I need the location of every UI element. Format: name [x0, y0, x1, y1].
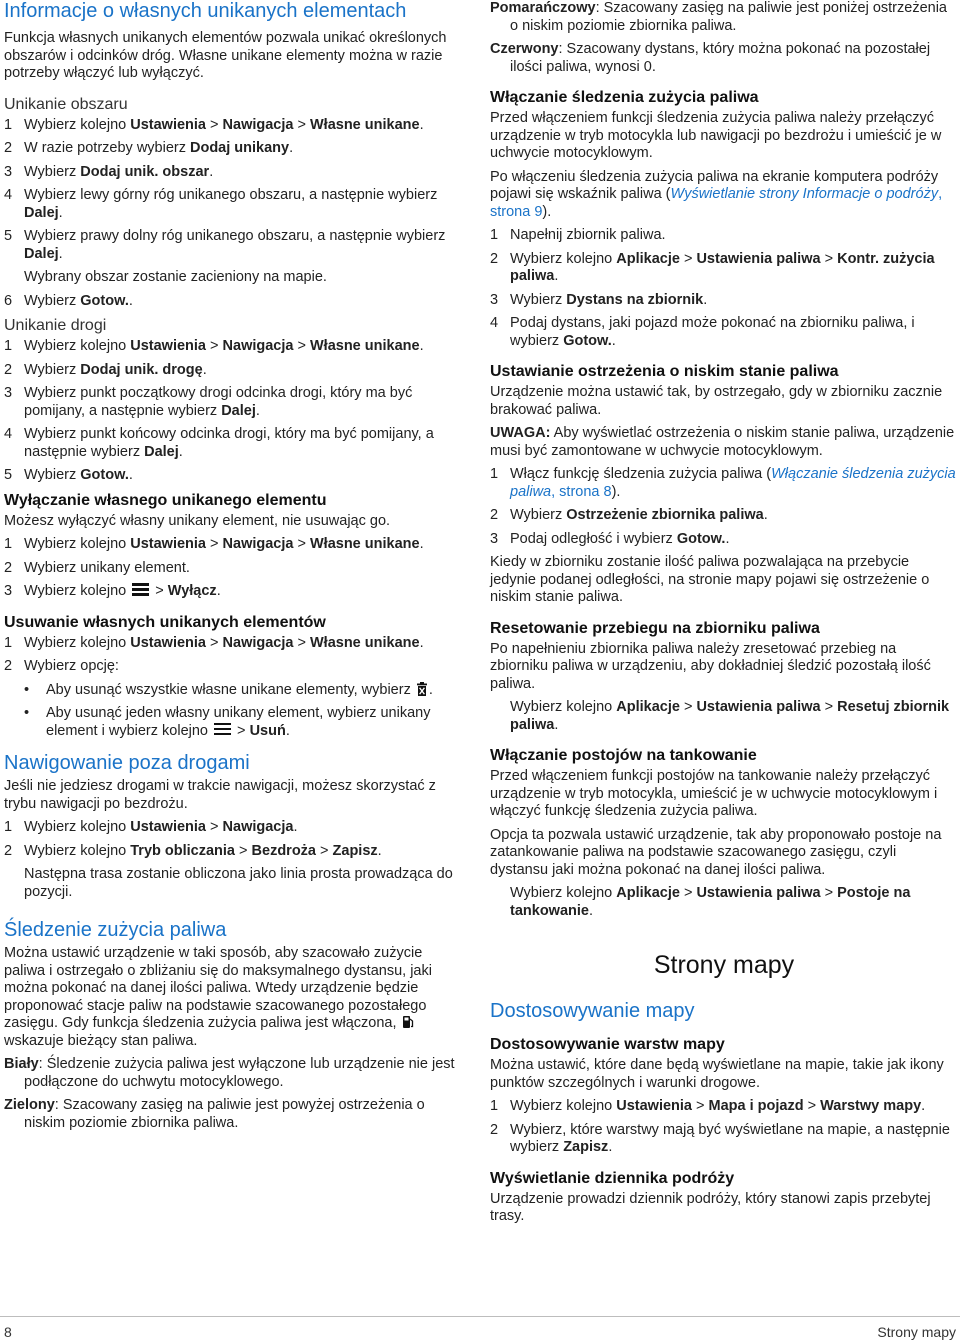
low-fuel-warning-p2: Kiedy w zbiorniku zostanie ilość paliwa pozwalająca na przebycie jedynie podanej odległości, na stronie mapy pojawi się ostrzeżenie o niskim stanie paliwa.	[490, 554, 930, 605]
avoid-road-heading: Unikanie drogi	[4, 317, 107, 334]
trip-info-link[interactable]: Wyświetlanie strony Informacje o podróży	[670, 186, 939, 202]
page-ref-link[interactable]: , strona 9	[490, 186, 943, 220]
menu-path-item: Ustawienia	[130, 116, 206, 133]
step: 6 Wybierz Gotow..	[4, 292, 133, 309]
avoidances-title: Informacje o własnych unikanych elementach	[4, 0, 407, 22]
left-column	[4, 0, 464, 1138]
step: 4 Wybierz punkt końcowy odcinka drogi, który ma być pomijany, a następnie wybierz Dalej.	[4, 426, 434, 460]
step: 1 Wybierz kolejno Ustawienia > Nawigacja > Własne unikane.	[4, 536, 424, 552]
step: 1 Wybierz kolejno Ustawienia > Mapa i pojazd > Warstwy mapy.	[490, 1098, 926, 1114]
step-note: Wybrany obszar zostanie zacieniony na mapie.	[24, 269, 327, 285]
list-item: • Aby usunąć jeden własny unikany element, wybierz unikany element i wybierz kolejno > Usuń.	[24, 705, 431, 739]
enable-fuel-heading: Włączanie śledzenia zużycia paliwa	[490, 89, 759, 106]
step: 3 Wybierz Dystans na zbiornik.	[490, 291, 708, 308]
fuel-stops-p1: Przed włączeniem funkcji postojów na tankowanie należy przełączyć urządzenie w tryb motocykla, umieścić je w uchwycie motocyklowym i włączyć funkcję śledzenia zużycia paliwa.	[490, 768, 938, 819]
fuel-status-red: Czerwony: Szacowany dystans, który można pokonać na pozostałej ilości paliwa, wynosi 0.	[490, 41, 931, 75]
enable-fuel-p2: Po włączeniu śledzenia zużycia paliwa na ekranie komputera podróży pojawi się wskaźnik paliwa (Wyświetlanie strony Informacje o podróży, strona 9).	[490, 168, 943, 220]
step: 2 Wybierz opcję:	[4, 658, 119, 674]
offroad-intro: Jeśli nie jedziesz drogami w trakcie nawigacji, możesz skorzystać z trybu nawigacji po bezdrożu.	[4, 778, 436, 812]
avoidances-intro: Funkcja własnych unikanych elementów pozwala unikać określonych obszarów i odcinków dróg. Własne unikane elementy można w razie potrzeby włączyć lub wyłączyć.	[4, 30, 447, 81]
avoid-area-heading: Unikanie obszaru	[4, 95, 128, 113]
map-layers-p1: Można ustawić, które dane będą wyświetlane na mapie, takie jak ikony punktów szczególnych i warunki drogowe.	[490, 1057, 944, 1091]
trash-icon	[416, 682, 428, 696]
step: 3 Wybierz punkt początkowy drogi odcinka drogi, który ma być pomijany, a następnie wybierz Dalej.	[4, 385, 413, 419]
step: 4 Podaj dystans, jaki pojazd może pokonać na zbiorniku paliwa, i wybierz Gotow..	[490, 315, 915, 349]
step: 2 Wybierz unikany element.	[4, 559, 190, 576]
page-number: 8	[4, 1324, 12, 1340]
trip-log-p1: Urządzenie prowadzi dziennik podróży, który stanowi zapis przebytej trasy.	[490, 1190, 931, 1224]
fuel-tracking-title: Śledzenie zużycia paliwa	[4, 919, 227, 941]
menu-path-item: Własne unikane	[309, 116, 420, 133]
chapter-title: Strony mapy	[653, 951, 795, 979]
step: 5 Wybierz prawy dolny róg unikanego obszaru, a następnie wybierz Dalej.	[4, 228, 446, 262]
step: 2 Wybierz Dodaj unik. drogę.	[4, 361, 207, 378]
step: 2 W razie potrzeby wybierz Dodaj unikany.	[4, 140, 294, 156]
step: 1 Wybierz kolejno Ustawienia > Nawigacja > Własne unikane.	[4, 634, 424, 651]
low-fuel-warning-note: UWAGA: Aby wyświetlać ostrzeżenia o niskim stanie paliwa, urządzenie musi być zamontowane w uchwycie motocyklowym.	[490, 425, 955, 459]
footer-section-name: Strony mapy	[877, 1324, 956, 1340]
fuel-stops-step: Wybierz kolejno Aplikacje > Ustawienia paliwa > Postoje na tankowanie.	[510, 885, 911, 919]
step: 2 Wybierz kolejno Tryb obliczania > Bezdroża > Zapisz.	[4, 842, 382, 859]
offroad-title: Nawigowanie poza drogami	[4, 752, 250, 774]
step: 1 Wybierz kolejno Ustawienia > Nawigacja.	[4, 819, 298, 835]
map-layers-heading: Dostosowywanie warstw mapy	[490, 1036, 725, 1053]
list-item: • Aby usunąć wszystkie własne unikane elementy, wybierz .	[24, 681, 433, 698]
trip-log-heading: Wyświetlanie dziennika podróży	[490, 1169, 735, 1187]
page-ref-link[interactable]: , strona 8	[551, 483, 612, 500]
step: 3 Wybierz Dodaj unik. obszar.	[4, 163, 214, 180]
step: 3 Wybierz kolejno > Wyłącz.	[4, 583, 221, 599]
fuel-tracking-intro: Można ustawić urządzenie w taki sposób, aby szacowało zużycie paliwa i ostrzegało o zbliżaniu się do maksymalnego dystansu, jaki można pokonać na danej ilości paliwa. Wtedy urządzenie będzie proponować stacje paliw na podstawie szacowanego pozostałego zasięgu. Gdy funkcja śledzenia zużycia paliwa jest włączona, wskazuje bieżący stan paliwa.	[4, 945, 432, 1049]
fuel-stops-p2: Opcja ta pozwala ustawić urządzenie, tak aby proponowało postoje na zatankowanie paliwa na podstawie szacowanego zasięgu, czyli dystansu jaki można pokonać na danej ilości paliwa.	[490, 826, 942, 878]
step: 1 Wybierz kolejno Ustawienia > Nawigacja > Własne unikane.	[4, 338, 424, 354]
footer-divider	[0, 1316, 960, 1317]
low-fuel-warning-p1: Urządzenie można ustawić tak, by ostrzegało, gdy w zbiorniku zacznie brakować paliwa.	[490, 384, 943, 418]
step: 2 Wybierz kolejno Aplikacje > Ustawienia paliwa > Kontr. zużycia paliwa.	[490, 250, 935, 284]
step: 1 Wybierz kolejno Ustawienia > Nawigacja > Własne unikane.	[4, 116, 424, 133]
step: 1 Włącz funkcję śledzenia zużycia paliwa (Włączanie śledzenia zużycia paliwa, strona 8).	[490, 466, 956, 500]
reset-tank-step: Wybierz kolejno Aplikacje > Ustawienia paliwa > Resetuj zbiornik paliwa.	[510, 699, 950, 733]
step: 3 Podaj odległość i wybierz Gotow..	[490, 530, 730, 547]
fuel-status-white: Biały: Śledzenie zużycia paliwa jest wyłączone lub urządzenie nie jest podłączone do uchwytu motocyklowego.	[4, 1056, 455, 1090]
reset-tank-p1: Po napełnieniu zbiornika paliwa należy zresetować przebieg na zbiorniku paliwa w urządzeniu, aby dokładniej śledzić pozostałą ilość paliwa.	[490, 640, 931, 692]
step: 5 Wybierz Gotow..	[4, 467, 133, 483]
disable-avoidance-heading: Wyłączanie własnego unikanego elementu	[4, 491, 327, 509]
step-note: Następna trasa zostanie obliczona jako linia prosta prowadząca do pozycji.	[24, 866, 453, 900]
fuel-status-green: Zielony: Szacowany zasięg na paliwie jest powyżej ostrzeżenia o niskim poziomie zbiornika paliwa.	[4, 1097, 425, 1131]
delete-avoidances-heading: Usuwanie własnych unikanych elementów	[4, 613, 326, 631]
step: 4 Wybierz lewy górny róg unikanego obszaru, a następnie wybierz Dalej.	[4, 187, 438, 221]
step: 1 Napełnij zbiornik paliwa.	[490, 227, 666, 243]
enable-fuel-p1: Przed włączeniem funkcji śledzenia zużycia paliwa należy przełączyć urządzenie w tryb motocykla lub nawigacji po bezdrożu i umieścić je w uchwycie motocyklowym.	[490, 110, 942, 161]
customize-map-title: Dostosowywanie mapy	[490, 1000, 695, 1022]
reset-tank-heading: Resetowanie przebiegu na zbiorniku paliwa	[490, 619, 820, 637]
enable-fuel-link[interactable]: Włączanie śledzenia zużycia paliwa	[510, 466, 956, 500]
step: 2 Wybierz Ostrzeżenie zbiornika paliwa.	[490, 507, 768, 523]
menu-icon	[132, 583, 149, 596]
step: 2 Wybierz, które warstwy mają być wyświetlane na mapie, a następnie wybierz Zapisz.	[490, 1121, 950, 1155]
menu-path-item: Nawigacja	[222, 116, 294, 133]
fuel-stops-heading: Włączanie postojów na tankowanie	[490, 747, 757, 764]
fuel-gauge-icon	[402, 1015, 414, 1029]
menu-icon	[214, 723, 231, 736]
disable-avoidance-intro: Możesz wyłączyć własny unikany element, nie usuwając go.	[4, 512, 391, 529]
fuel-status-orange: Pomarańczowy: Szacowany zasięg na paliwie jest poniżej ostrzeżenia o niskim poziomie zbiornika paliwa.	[490, 0, 947, 34]
right-column	[490, 0, 958, 1232]
low-fuel-warning-heading: Ustawianie ostrzeżenia o niskim stanie paliwa	[490, 363, 839, 380]
